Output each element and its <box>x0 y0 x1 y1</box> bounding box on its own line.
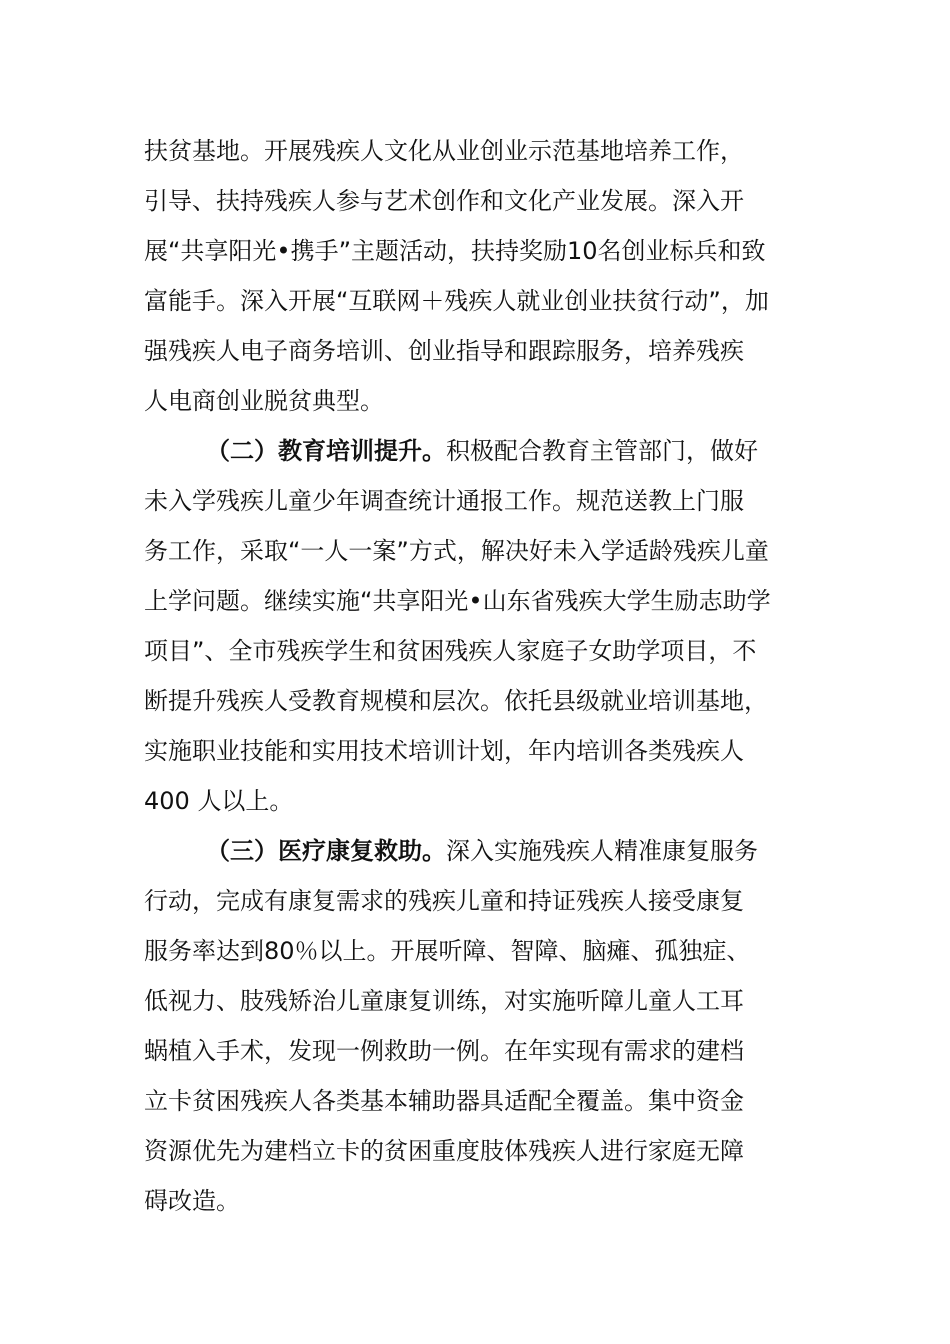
text-line: 服务率达到80％以上。开展听障、智障、脑瘫、孤独症、 <box>144 937 751 965</box>
text-line: 实施职业技能和实用技术培训计划，年内培训各类残疾人 <box>144 737 744 765</box>
section-education-training <box>144 426 808 826</box>
text-line: 资源优先为建档立卡的贫困重度肢体残疾人进行家庭无障 <box>144 1137 744 1165</box>
text-line: 富能手。深入开展“互联网＋残疾人就业创业扶贫行动”，加 <box>144 287 769 315</box>
text-line: 上学问题。继续实施“共享阳光•山东省残疾大学生励志助学 <box>144 587 771 615</box>
text-line: 未入学残疾儿童少年调查统计通报工作。规范送教上门服 <box>144 487 744 515</box>
text-line: 400 人以上。 <box>144 787 294 815</box>
text-line: 引导、扶持残疾人参与艺术创作和文化产业发展。深入开 <box>144 187 744 215</box>
text-line: 断提升残疾人受教育规模和层次。依托县级就业培训基地， <box>144 687 768 715</box>
section-first-line <box>144 426 808 476</box>
section-heading: （二）教育培训提升。 <box>206 437 446 465</box>
section-heading: （三）医疗康复救助。 <box>206 837 446 865</box>
document-body <box>144 126 808 1226</box>
text-line: 行动，完成有康复需求的残疾儿童和持证残疾人接受康复 <box>144 887 744 915</box>
text-line: 强残疾人电子商务培训、创业指导和跟踪服务，培养残疾 <box>144 337 744 365</box>
section-medical-rehabilitation <box>144 826 808 1226</box>
text-line: 立卡贫困残疾人各类基本辅助器具适配全覆盖。集中资金 <box>144 1087 744 1115</box>
section-first-line-text: 深入实施残疾人精准康复服务 <box>446 837 758 865</box>
text-line: 务工作，采取“一人一案”方式，解决好未入学适龄残疾儿童 <box>144 537 769 565</box>
intro-paragraph <box>144 126 808 426</box>
section-first-line <box>144 826 808 876</box>
text-line: 蜗植入手术，发现一例救助一例。在年实现有需求的建档 <box>144 1037 744 1065</box>
text-line: 低视力、肢残矫治儿童康复训练，对实施听障儿童人工耳 <box>144 987 744 1015</box>
text-line: 项目”、全市残疾学生和贫困残疾人家庭子女助学项目，不 <box>144 637 757 665</box>
text-line: 展“共享阳光•携手”主题活动，扶持奖励10名创业标兵和致 <box>144 237 766 265</box>
section-first-line-text: 积极配合教育主管部门，做好 <box>446 437 758 465</box>
text-line: 人电商创业脱贫典型。 <box>144 387 384 415</box>
text-line: 碍改造。 <box>144 1187 240 1215</box>
text-line: 扶贫基地。开展残疾人文化从业创业示范基地培养工作， <box>144 137 744 165</box>
